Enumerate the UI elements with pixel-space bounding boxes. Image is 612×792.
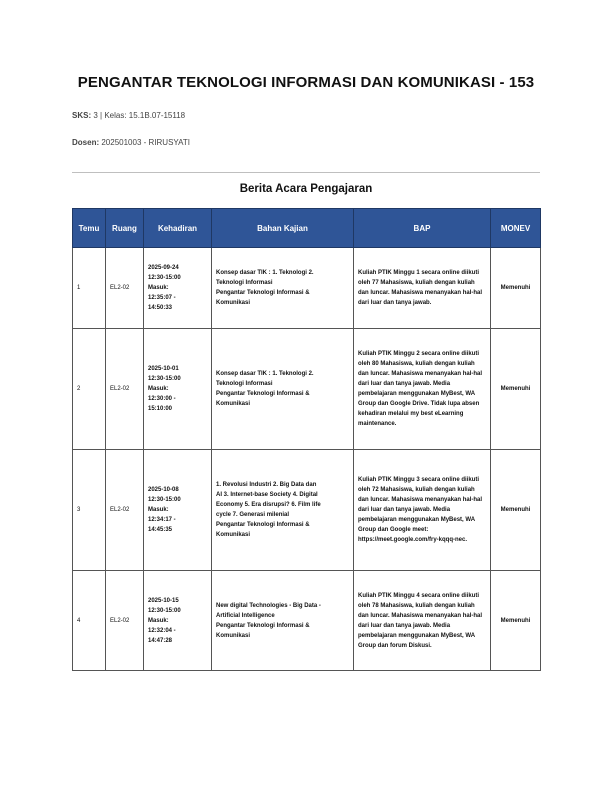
cell-bahan-kajian — [212, 450, 354, 571]
dosen-line — [72, 138, 190, 147]
cell-temu: 3 — [73, 450, 106, 571]
bahan-line: 1. Revolusi Industri 2. Big Data dan — [216, 482, 317, 488]
col-header-bap: BAP — [354, 209, 491, 248]
kehadiran-out: 14:45:35 — [148, 527, 173, 533]
bahan-line: Pengantar Teknologi Informasi & — [216, 522, 310, 528]
cell-monev: Memenuhi — [491, 248, 541, 329]
bahan-line: Pengantar Teknologi Informasi & — [216, 391, 310, 397]
kehadiran-masuk-label: Masuk: — [148, 617, 169, 624]
section-title: Berita Acara Pengajaran — [239, 183, 373, 195]
bahan-line: Pengantar Teknologi Informasi & — [216, 622, 310, 629]
kehadiran-masuk-label: Masuk: — [148, 285, 169, 291]
cell-bap: Kuliah PTIK Minggu 1 secara online diikuti oleh 77 Mahasiswa, kuliah dengan kuliah dan luncar. Mahasiswa menanyakan hal-hal dari luar dan tanya jawab. — [354, 248, 491, 329]
bahan-line: cycle 7. Generasi milenial — [216, 512, 290, 518]
bahan-line: Artificial Intelligence — [216, 612, 275, 619]
bap-table — [72, 208, 541, 671]
cell-monev: Memenuhi — [491, 329, 541, 450]
kehadiran-in: 12:32:04 - — [148, 627, 176, 634]
col-header-monev: MONEV — [491, 209, 541, 248]
bahan-line: Teknologi Informasi — [216, 280, 273, 286]
kehadiran-in: 12:35:07 - — [148, 295, 176, 301]
cell-temu: 1 — [73, 248, 106, 329]
kehadiran-date: 2025-10-01 — [148, 366, 179, 372]
kehadiran-date: 2025-09-24 — [148, 265, 179, 271]
kehadiran-time: 12:30-15:00 — [148, 607, 181, 614]
cell-monev: Memenuhi — [491, 571, 541, 671]
col-header-temu: Temu — [73, 209, 106, 248]
dosen-value: 202501003 - RIRUSYATI — [101, 138, 190, 147]
cell-ruang: EL2-02 — [106, 450, 144, 571]
table-header-row — [73, 209, 541, 248]
table-row — [73, 450, 541, 571]
sks-label: SKS: — [72, 111, 92, 120]
cell-kehadiran — [144, 571, 212, 671]
bahan-line: Konsep dasar TIK : 1. Teknologi 2. — [216, 371, 314, 377]
cell-bahan-kajian — [212, 329, 354, 450]
col-header-kehadiran: Kehadiran — [144, 209, 212, 248]
bahan-line: Komunikasi — [216, 401, 251, 407]
sks-line — [72, 111, 185, 120]
cell-bap: Kuliah PTIK Minggu 4 secara online diikuti oleh 78 Mahasiswa, kuliah dengan kuliah dan luncar. Mahasiswa menanyakan hal-hal dari luar dan tanya jawab. Media pembelajaran menggunakan MyBest, WA Group dan forum Diskusi. — [354, 571, 491, 671]
kehadiran-out: 15:10:00 — [148, 406, 173, 412]
bahan-line: Komunikasi — [216, 632, 251, 639]
bahan-line: Teknologi Informasi — [216, 381, 273, 387]
cell-bahan-kajian — [212, 248, 354, 329]
table-row — [73, 571, 541, 671]
cell-kehadiran — [144, 248, 212, 329]
cell-monev: Memenuhi — [491, 450, 541, 571]
bahan-line: Komunikasi — [216, 532, 251, 538]
cell-kehadiran — [144, 450, 212, 571]
col-header-bahan-kajian: Bahan Kajian — [212, 209, 354, 248]
kehadiran-in: 12:34:17 - — [148, 517, 176, 523]
bahan-line: Pengantar Teknologi Informasi & — [216, 290, 310, 296]
cell-temu: 4 — [73, 571, 106, 671]
bahan-line: Konsep dasar TIK : 1. Teknologi 2. — [216, 270, 314, 276]
sks-value: 3 | Kelas: 15.1B.07-15118 — [93, 111, 186, 120]
cell-bahan-kajian — [212, 571, 354, 671]
cell-ruang: EL2-02 — [106, 571, 144, 671]
kehadiran-out: 14:50:33 — [148, 305, 173, 311]
bahan-line: AI 3. Internet-base Society 4. Digital — [216, 492, 318, 498]
kehadiran-date: 2025-10-08 — [148, 487, 179, 493]
course-title: PENGANTAR TEKNOLOGI INFORMASI DAN KOMUNIKASI - 153 — [77, 74, 535, 91]
dosen-label: Dosen: — [72, 138, 100, 147]
kehadiran-in: 12:30:00 - — [148, 396, 176, 402]
cell-kehadiran — [144, 329, 212, 450]
kehadiran-masuk-label: Masuk: — [148, 507, 169, 513]
cell-bap: Kuliah PTIK Minggu 3 secara online diikuti oleh 72 Mahasiswa, kuliah dengan kuliah dan luncar. Mahasiswa menanyakan hal-hal dari luar dan tanya jawab. Media pembelajaran menggunakan MyBest, WA Group dan Google meet: https://meet.google.com/fry-kqqq-nec. — [354, 450, 491, 571]
kehadiran-time: 12:30-15:00 — [148, 497, 181, 503]
table-row — [73, 248, 541, 329]
cell-bap: Kuliah PTIK Minggu 2 secara online diikuti oleh 80 Mahasiswa, kuliah dengan kuliah dan luncar. Mahasiswa menanyakan hal-hal dari luar dan tanya jawab. Media pembelajaran menggunakan MyBest, WA Group dan Google Drive. Tidak lupa absen kehadiran melalui my best eLearning maintenance. — [354, 329, 491, 450]
kehadiran-time: 12:30-15:00 — [148, 376, 181, 382]
bahan-line: Komunikasi — [216, 300, 251, 306]
cell-ruang: EL2-02 — [106, 329, 144, 450]
cell-temu: 2 — [73, 329, 106, 450]
kehadiran-out: 14:47:28 — [148, 637, 173, 644]
divider — [72, 172, 540, 173]
kehadiran-masuk-label: Masuk: — [148, 386, 169, 392]
kehadiran-time: 12:30-15:00 — [148, 275, 181, 281]
bahan-line: Economy 5. Era disrupsi? 6. Film life — [216, 502, 321, 508]
col-header-ruang: Ruang — [106, 209, 144, 248]
cell-ruang: EL2-02 — [106, 248, 144, 329]
kehadiran-date: 2025-10-15 — [148, 597, 179, 604]
table-row — [73, 329, 541, 450]
bahan-line: New digital Technologies - Big Data - — [216, 602, 321, 609]
